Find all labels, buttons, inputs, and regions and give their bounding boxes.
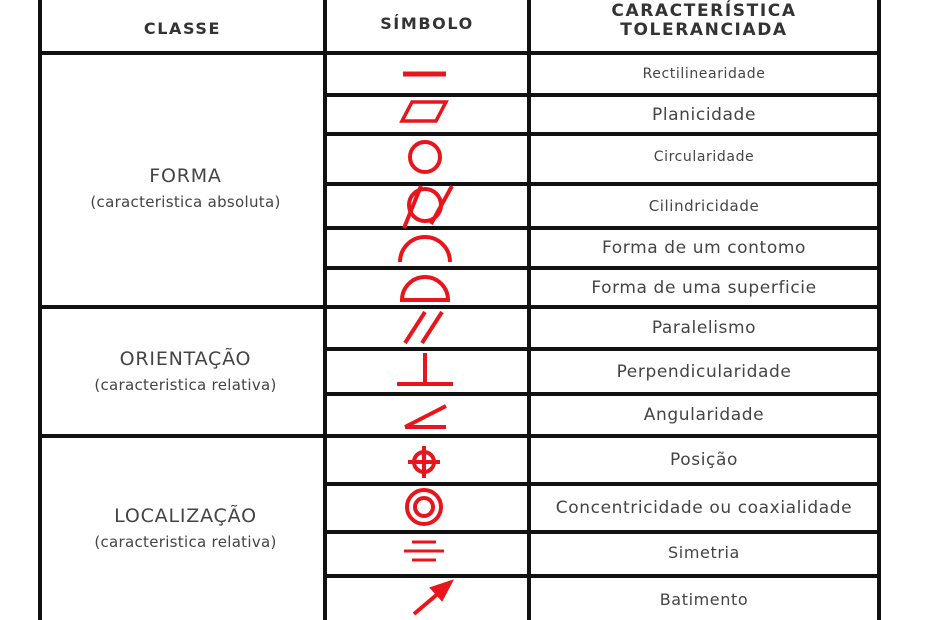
table-row-label: Posição [670, 450, 738, 470]
parallelism-icon [405, 312, 442, 343]
angularity-icon [405, 406, 446, 427]
flatness-icon [402, 102, 446, 121]
table-row-label: Rectilinearidade [642, 66, 766, 82]
classe-subtitle: (caracteristica relativa) [94, 376, 277, 394]
table-row-label: Forma de um contomo [602, 238, 806, 258]
table-row-label: Paralelismo [651, 318, 757, 338]
surface-profile-icon [402, 277, 448, 300]
symmetry-icon [404, 542, 444, 560]
table-row-label: Angularidade [643, 405, 765, 425]
table-row-label: Circularidade [653, 149, 755, 165]
table-row-label: Batimento [659, 589, 749, 609]
position-icon [408, 446, 440, 478]
classe-subtitle: (caracteristica absoluta) [90, 193, 281, 211]
header-caracteristica-line2: TOLERANCIADA [620, 19, 788, 40]
cylindricity-icon [404, 186, 452, 228]
table-row-label: Forma de uma superficie [591, 277, 817, 298]
table-row-label: Perpendicularidade [616, 361, 792, 382]
table-row-label: Cilindricidade [648, 197, 760, 215]
line-profile-icon [400, 237, 450, 262]
header-simbolo: SÍMBOLO [380, 13, 474, 33]
perpendicularity-icon [397, 353, 453, 384]
circularity-icon [410, 142, 440, 172]
classe-name: FORMA [149, 165, 222, 187]
header-caracteristica-line1: CARACTERÍSTICA [611, 0, 797, 21]
table-row-label: Simetria [668, 542, 740, 562]
concentricity-icon [407, 490, 441, 524]
table-row-label: Concentricidade ou coaxialidade [555, 498, 853, 518]
table-row-label: Planicidade [651, 104, 757, 125]
classe-name: ORIENTAÇÃO [119, 348, 252, 370]
header-classe: CLASSE [143, 18, 222, 38]
classe-subtitle: (caracteristica relativa) [94, 533, 277, 551]
runout-icon [414, 581, 452, 614]
classe-name: LOCALIZAÇÃO [114, 505, 257, 527]
